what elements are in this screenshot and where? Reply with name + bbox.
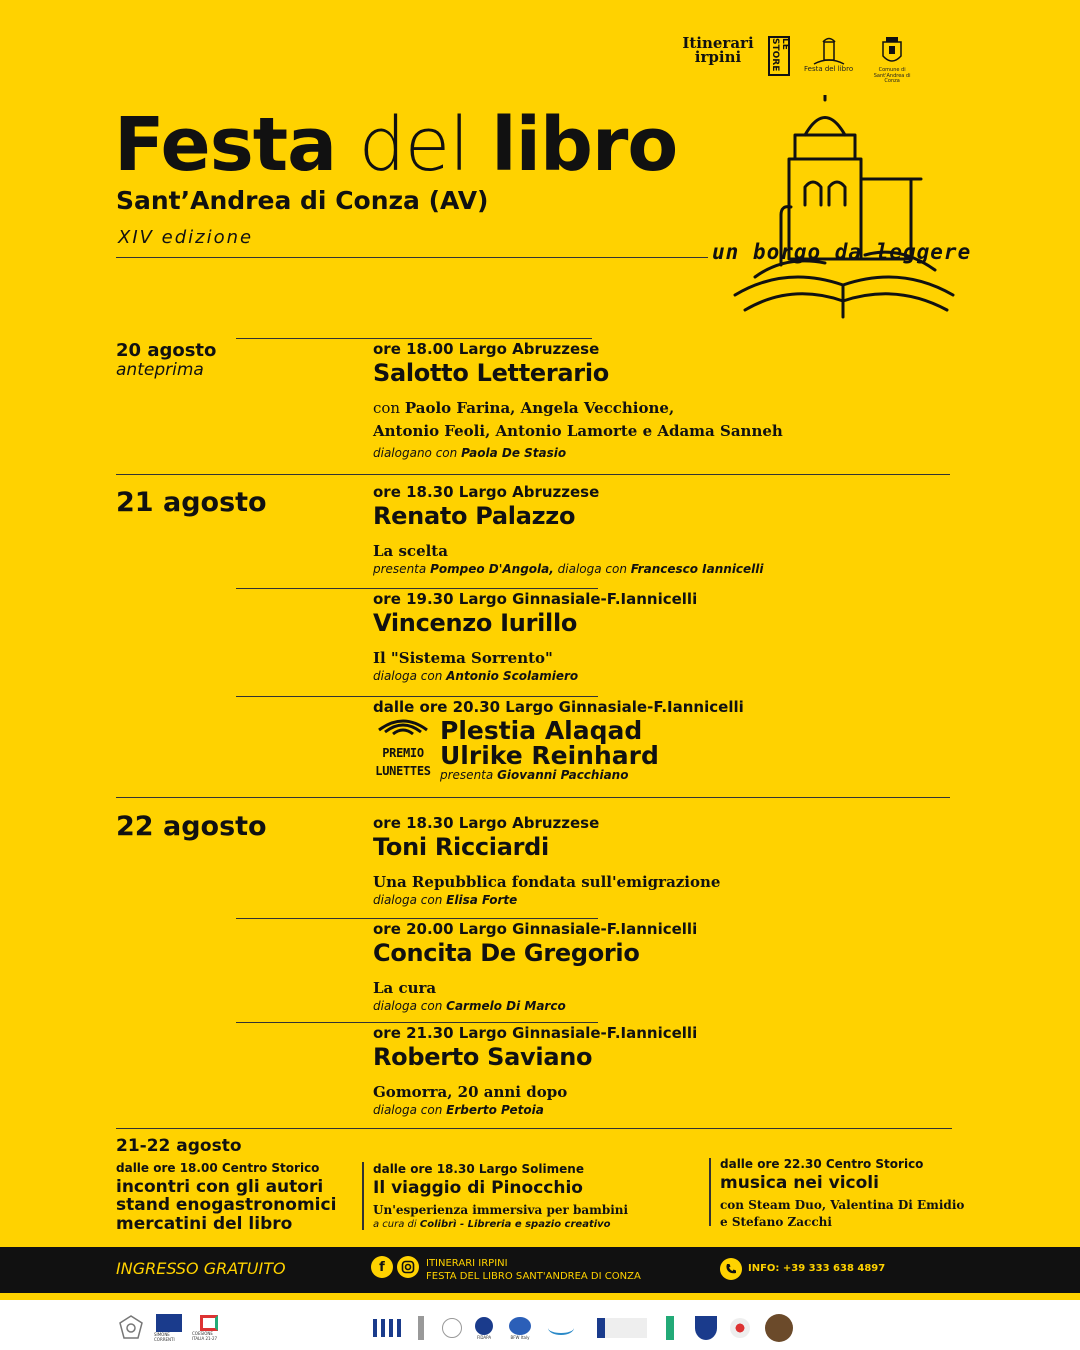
partner-logo-6	[660, 1314, 680, 1342]
coat-of-arms-icon	[880, 36, 904, 68]
extra-sub: con Steam Duo, Valentina Di Emidio	[720, 1198, 965, 1213]
coesione-italia-logo: COESIONE ITALIA 21-27	[192, 1314, 226, 1342]
event-time: ore 18.00 Largo Abruzzese	[373, 340, 600, 358]
partner-logo-9	[764, 1314, 794, 1342]
event-salotto-letterario	[373, 340, 973, 460]
extra-title: musica nei vicoli	[720, 1173, 879, 1193]
partner-logo-4	[546, 1314, 576, 1342]
social-handles	[426, 1257, 641, 1283]
event-title: Concita De Gregorio	[373, 939, 640, 967]
event-divider	[236, 696, 598, 697]
event-credit: presenta Giovanni Pacchiano	[440, 768, 629, 782]
event-title: Salotto Letterario	[373, 359, 609, 387]
event-book: Il "Sistema Sorrento"	[373, 649, 553, 667]
extra-sub: e Stefano Zacchi	[720, 1214, 832, 1229]
itinerari-irpini-logo: Itinerari irpini	[682, 34, 754, 67]
partner-logos-strip	[0, 1300, 1080, 1350]
partner-logo-1	[372, 1314, 402, 1342]
extra-credit: a cura di Colibrì - Libreria e spazio creativo	[373, 1218, 611, 1230]
bfw-italy-logo: BFW Italy	[502, 1314, 538, 1342]
premio-credit-wrap	[440, 768, 1040, 782]
event-time: ore 18.30 Largo Abruzzese	[373, 483, 600, 501]
day-20-sub: anteprima	[116, 360, 204, 380]
event-divider	[236, 1022, 598, 1023]
lunettes-label: LUNETTES	[375, 764, 431, 778]
event-book: Una Repubblica fondata sull'emigrazione	[373, 873, 721, 891]
tagline: un borgo da leggere	[712, 240, 972, 264]
extra-line: stand enogastronomici	[116, 1195, 337, 1216]
regione-logo: SIMONE CORRENTI	[154, 1314, 184, 1342]
event-vincenzo-iurillo	[373, 590, 973, 683]
social-handle-1[interactable]: ITINERARI IRPINI	[426, 1258, 508, 1269]
event-credit: dialoga con Erberto Petoia	[373, 1103, 544, 1117]
event-concita-de-gregorio	[373, 920, 973, 1013]
day-divider	[116, 1128, 952, 1129]
day-divider	[116, 474, 950, 475]
extra-col-centro-storico	[116, 1161, 336, 1233]
day-21-date: 21 agosto	[116, 487, 267, 518]
extra-dates: 21-22 agosto	[116, 1136, 242, 1156]
event-book: Gomorra, 20 anni dopo	[373, 1083, 568, 1101]
event-time: dalle ore 20.30 Largo Ginnasiale-F.Iannicelli	[373, 698, 744, 716]
le-store-logo: LE STORE	[768, 36, 790, 76]
facebook-icon[interactable]: f	[371, 1256, 393, 1278]
premio-label: PREMIO	[382, 746, 424, 760]
event-toni-ricciardi	[373, 814, 973, 907]
event-time: ore 18.30 Largo Abruzzese	[373, 814, 600, 832]
event-title: Renato Palazzo	[373, 502, 576, 530]
extra-col-pinocchio	[373, 1162, 628, 1230]
page-title: Festa del libro	[114, 102, 678, 188]
event-credit: dialogano con Paola De Stasio	[373, 445, 567, 460]
partner-logo-3	[440, 1314, 464, 1342]
footer-bar	[0, 1247, 1080, 1293]
event-time: ore 20.00 Largo Ginnasiale-F.Iannicelli	[373, 920, 698, 938]
comune-logo: Comune di Sant'Andrea di Conza	[867, 36, 917, 85]
event-title: Toni Ricciardi	[373, 833, 549, 861]
social-icons	[371, 1256, 419, 1278]
header-divider	[116, 257, 708, 258]
event-roberto-saviano	[373, 1024, 973, 1117]
column-divider	[362, 1162, 364, 1230]
event-time: ore 19.30 Largo Ginnasiale-F.Iannicelli	[373, 590, 698, 608]
instagram-icon[interactable]	[397, 1256, 419, 1278]
partner-logos-header	[682, 36, 917, 85]
guest-ulrike-reinhard: Ulrike Reinhard	[440, 741, 659, 770]
extra-sub: Un'esperienza immersiva per bambini	[373, 1203, 629, 1218]
partner-logo-8	[728, 1314, 752, 1342]
event-title: Roberto Saviano	[373, 1043, 593, 1071]
event-book: La cura	[373, 979, 437, 997]
premio-lunettes-logo	[373, 718, 433, 780]
partner-logo-5	[594, 1314, 650, 1342]
church-small-icon	[812, 36, 846, 66]
event-title: Vincenzo Iurillo	[373, 609, 578, 637]
extra-title: Il viaggio di Pinocchio	[373, 1178, 583, 1198]
event-credit: dialoga con Antonio Scolamiero	[373, 669, 579, 683]
event-divider	[236, 588, 598, 589]
free-entry-label: INGRESSO GRATUITO	[116, 1259, 286, 1278]
event-credit: presenta Pompeo D'Angola, dialoga con Francesco Iannicelli	[373, 562, 764, 576]
guest-plestia-alaqad: Plestia Alaqad	[440, 716, 643, 745]
phone-icon	[720, 1258, 742, 1280]
event-book: La scelta	[373, 542, 448, 560]
extra-col-musica	[720, 1157, 964, 1230]
event-premio-lunettes	[373, 698, 973, 716]
extra-line: incontri con gli autori	[116, 1177, 324, 1197]
day-22-date: 22 agosto	[116, 811, 267, 842]
day-divider	[116, 797, 950, 798]
location-subtitle: Sant’Andrea di Conza (AV)	[116, 186, 489, 215]
extra-time: dalle ore 18.00 Centro Storico	[116, 1161, 320, 1175]
info-phone[interactable]: INFO: +39 333 638 4897	[748, 1263, 886, 1274]
social-handle-2[interactable]: FESTA DEL LIBRO SANT'ANDREA DI CONZA	[426, 1271, 641, 1282]
republic-emblem-icon	[118, 1314, 144, 1342]
day-20-date: 20 agosto	[116, 340, 217, 361]
extra-time: dalle ore 18.30 Largo Solimene	[373, 1162, 584, 1176]
event-credit: dialoga con Elisa Forte	[373, 893, 518, 907]
extra-line: mercatini del libro	[116, 1213, 293, 1234]
festa-del-libro-logo: Festa del libro	[804, 36, 853, 74]
event-divider	[236, 338, 592, 339]
partner-logo-2	[410, 1314, 432, 1342]
event-divider	[236, 918, 598, 919]
church-book-illustration	[725, 95, 965, 325]
partner-logo-7	[694, 1314, 718, 1342]
extra-time: dalle ore 22.30 Centro Storico	[720, 1157, 924, 1171]
edition-label: XIV edizione	[118, 227, 254, 248]
eye-icon	[375, 718, 431, 740]
event-credit: dialoga con Carmelo Di Marco	[373, 999, 566, 1013]
column-divider	[709, 1158, 711, 1226]
event-guests: con Paolo Farina, Angela Vecchione, Antonio Feoli, Antonio Lamorte e Adama Sanneh	[373, 399, 783, 441]
event-renato-palazzo	[373, 483, 973, 576]
event-time: ore 21.30 Largo Ginnasiale-F.Iannicelli	[373, 1024, 698, 1042]
fidapa-logo: FIDAPA	[470, 1314, 498, 1342]
